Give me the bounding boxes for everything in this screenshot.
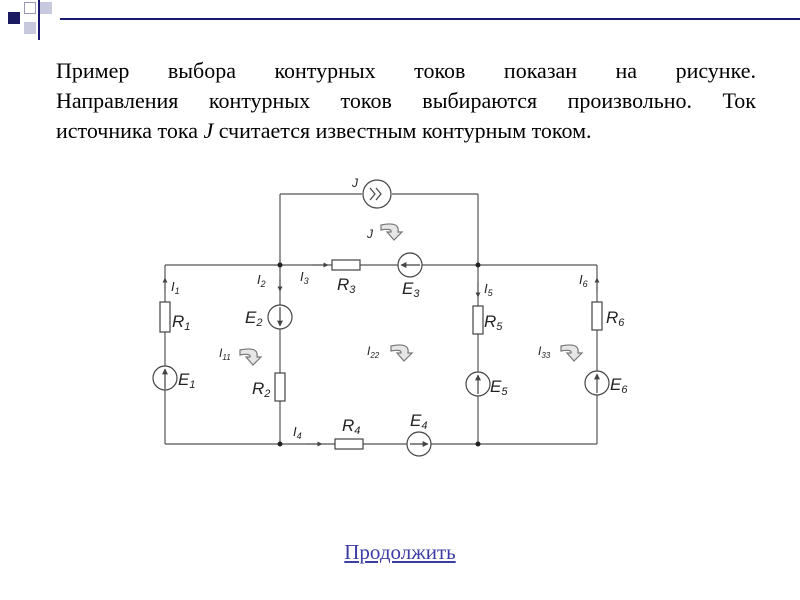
label-e4-sub: 4 [421, 420, 428, 432]
label-i6-main: I [579, 272, 583, 287]
label-e5 [490, 377, 508, 398]
label-r1-main: R [172, 312, 185, 331]
label-i4-main: I [293, 424, 297, 439]
emf-source-e3 [398, 253, 422, 277]
label-e4 [410, 411, 427, 432]
emf-source-e5 [466, 372, 490, 396]
label-r5 [484, 312, 503, 333]
label-e6-sub: 6 [621, 384, 628, 396]
node-bottom-right [476, 442, 481, 447]
loop-arrow-j [381, 224, 402, 240]
label-r6-sub: 6 [618, 317, 625, 329]
label-r6 [606, 308, 625, 329]
label-e3-sub: 3 [413, 288, 420, 300]
intro-j-symbol: J [203, 118, 214, 143]
label-e3-main: E [402, 279, 414, 298]
label-e5-main: E [490, 377, 502, 396]
label-e3 [402, 279, 420, 300]
label-i33 [538, 344, 551, 360]
label-i1-main: I [171, 279, 175, 294]
intro-line-2: Направления контурных токов выбираются произвольно. Ток [56, 88, 756, 113]
label-e1-sub: 1 [189, 379, 196, 391]
resistor-r2 [275, 373, 285, 401]
resistor-r3 [332, 260, 360, 270]
label-r4 [342, 416, 360, 437]
loop-arrow-i33 [561, 345, 582, 361]
intro-line-1: Пример выбора контурных токов показан на рисунке. [56, 58, 756, 83]
label-i11 [219, 346, 231, 362]
resistor-r4 [335, 439, 363, 449]
label-e2 [245, 308, 262, 329]
label-e6 [610, 375, 628, 396]
label-i1 [171, 279, 180, 296]
loop-arrow-i11 [240, 349, 261, 365]
label-i5 [484, 281, 494, 298]
continue-link-container [0, 540, 800, 565]
label-i1-sub: 1 [174, 286, 180, 296]
resistor-r6 [592, 302, 602, 330]
label-i22-sub: 22 [370, 351, 380, 360]
label-e2-main: E [245, 308, 257, 327]
node-bottom-left [278, 442, 283, 447]
label-e1-main: E [178, 370, 190, 389]
intro-line-3-end: считается известным контурным током. [213, 118, 592, 143]
emf-source-e1 [153, 366, 177, 390]
label-i2-sub: 2 [260, 279, 266, 289]
label-r3-main: R [337, 275, 350, 294]
loop-arrow-i22 [391, 345, 412, 361]
label-r3-sub: 3 [349, 284, 356, 296]
label-r2-main: R [252, 379, 265, 398]
label-i3-main: I [300, 269, 304, 284]
label-i11-main: I [219, 346, 223, 360]
label-r2 [252, 379, 270, 400]
label-i11-sub: 11 [222, 353, 231, 362]
label-source-j: J [352, 176, 358, 190]
label-r1-sub: 1 [184, 321, 191, 333]
label-i5-main: I [484, 281, 488, 296]
current-source-j [363, 180, 391, 208]
label-e1 [178, 370, 195, 391]
label-e6-main: E [610, 375, 622, 394]
label-r6-main: R [606, 308, 619, 327]
label-r1 [172, 312, 190, 333]
label-r3 [337, 275, 356, 296]
label-e2-sub: 2 [256, 317, 263, 329]
intro-line-3-start: источника тока [56, 118, 204, 143]
emf-source-e6 [585, 371, 609, 395]
label-r4-sub: 4 [354, 425, 361, 437]
label-i2 [257, 272, 266, 289]
label-i6-sub: 6 [582, 279, 588, 289]
label-i22 [367, 344, 380, 360]
label-i3 [300, 269, 309, 286]
label-r4-main: R [342, 416, 355, 435]
label-loop-j: J [367, 227, 373, 241]
continue-link[interactable]: Продолжить [344, 540, 456, 564]
label-i33-sub: 33 [541, 351, 551, 360]
label-e5-sub: 5 [501, 386, 508, 398]
label-i6 [579, 272, 588, 289]
label-i2-main: I [257, 272, 261, 287]
label-r2-sub: 2 [264, 388, 271, 400]
emf-source-e2 [268, 305, 292, 329]
label-i4-sub: 4 [296, 431, 302, 441]
label-i33-main: I [538, 344, 542, 358]
label-i3-sub: 3 [303, 276, 309, 286]
label-r5-sub: 5 [496, 321, 503, 333]
emf-source-e4 [407, 432, 431, 456]
wires [165, 194, 597, 444]
node-top-left [278, 263, 283, 268]
label-e4-main: E [410, 411, 422, 430]
label-i5-sub: 5 [487, 288, 493, 298]
label-r5-main: R [484, 312, 497, 331]
resistor-r5 [473, 306, 483, 334]
label-i22-main: I [367, 344, 371, 358]
node-top-right [476, 263, 481, 268]
label-i4 [293, 424, 302, 441]
resistor-r1 [160, 302, 170, 332]
